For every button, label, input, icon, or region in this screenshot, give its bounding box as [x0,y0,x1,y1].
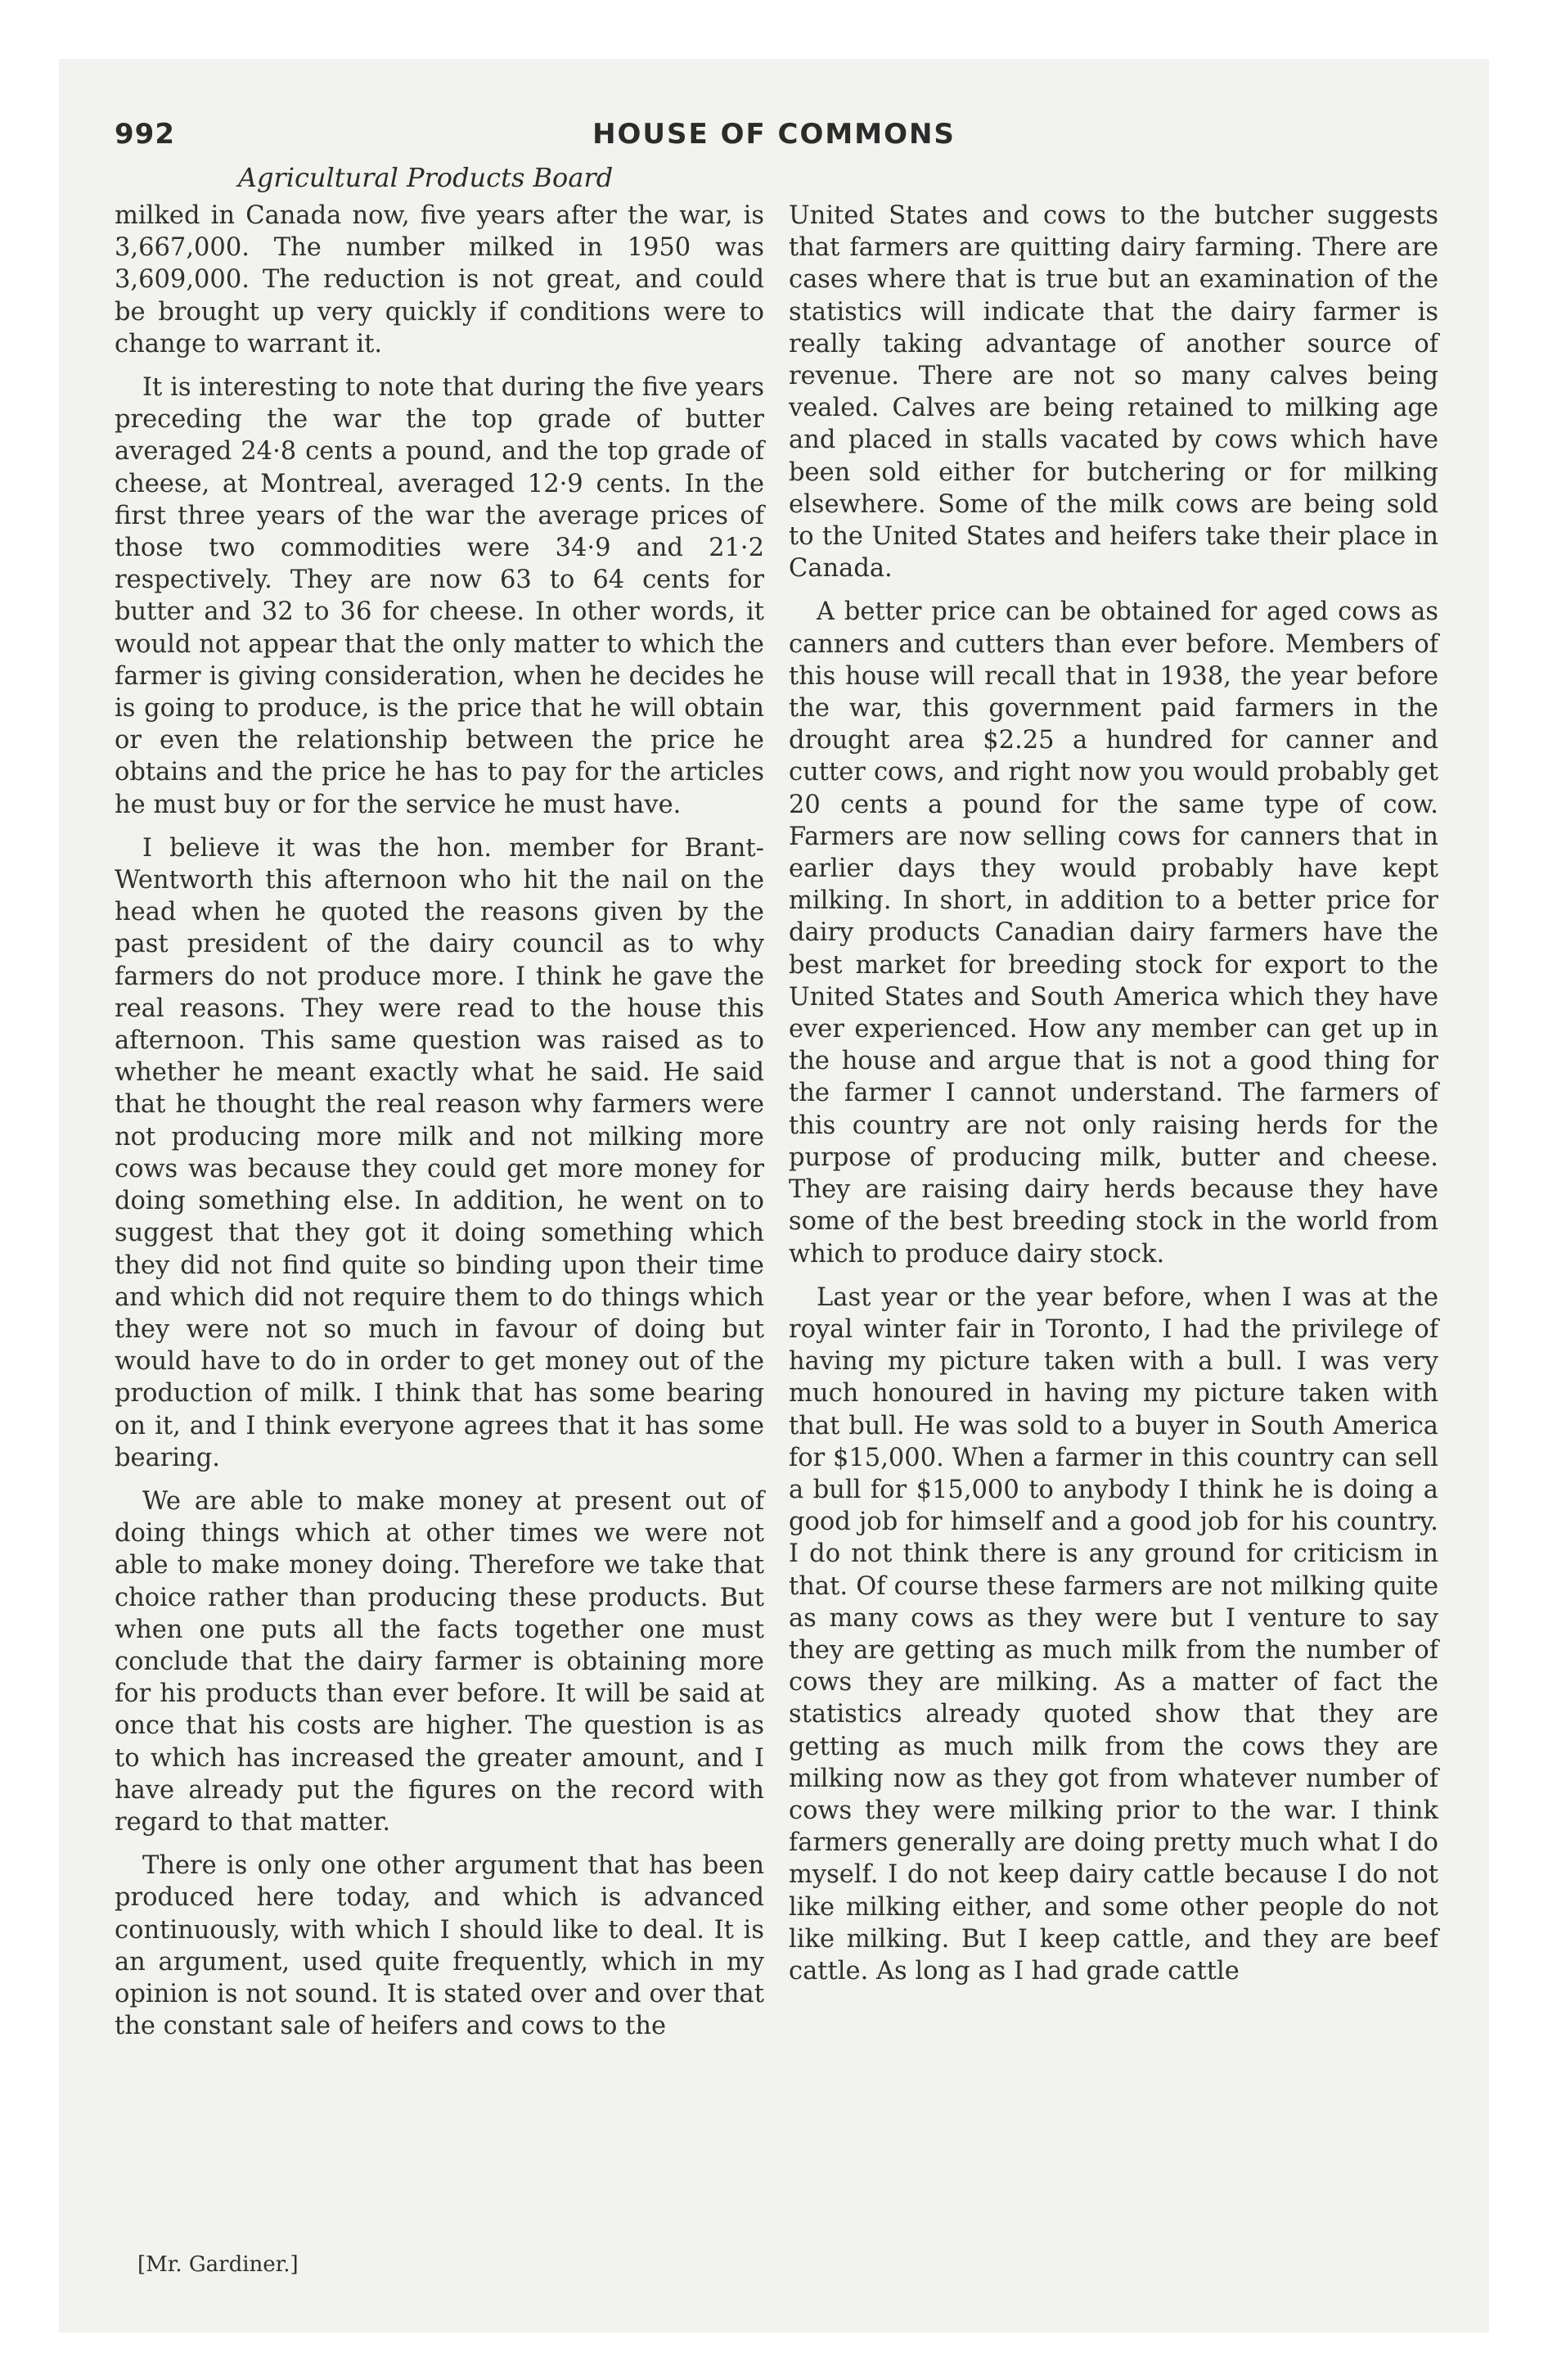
speaker-footer: [Mr. Gardiner.] [137,2252,299,2277]
left-column [115,200,764,2053]
running-head: HOUSE OF COMMONS [592,118,956,151]
page-header [115,118,1433,167]
page-number: 992 [115,118,175,151]
document-page [59,59,1489,2333]
paragraph: A better price can be obtained for aged cows as canners and cutters than ever before. Members of this house will recall that in 1938, the year before the war, this government paid farmers in the drought area $2.25 a hundred for canner and cutter cows, and right now you would probably get 20 cents a pound for the same type of cow. Farmers are now selling cows for canners that in earlier days they would probably have kept milking. In short, in addition to a better price for dairy products Canadian dairy farmers have the best market for breeding stock for export to the United States and South America which they have ever experienced. How any member can get up in the house and argue that is not a good thing for the farmer I cannot understand. The farmers of this country are not only raising herds for the purpose of producing milk, butter and cheese. They are raising dairy herds because they have some of the best breeding stock in the world from which to produce dairy stock. [789,597,1438,1269]
subject-heading: Agricultural Products Board [237,162,614,193]
paragraph: milked in Canada now, five years after the war, is 3,667,000. The number milked in 1950 was 3,609,000. The reduction is not great, and could be brought up very quickly if conditions were to change to warrant it. [115,201,764,358]
right-column [789,200,1438,1999]
paragraph: Last year or the year before, when I was at the royal winter fair in Toronto, I had the privilege of having my picture taken with a bull. I was very much honoured in having my picture taken with that bull. He was sold to a buyer in South America for $15,000. When a farmer in this country can sell a bull for $15,000 to anybody I think he is doing a good job for himself and a good job for his country. I do not think there is any ground for criticism in that. Of course these farmers are not milking quite as many cows as they were but I venture to say they are getting as much milk from the number of cows they are milking. As a matter of fact the statistics already quoted show that they are getting as much milk from the cows they are milking now as they got from whatever number of cows they were milking prior to the war. I think farmers generally are doing pretty much what I do myself. I do not keep dairy cattle because I do not like milking either, and some other people do not like milking. But I keep cattle, and they are beef cattle. As long as I had grade cattle [789,1282,1438,1986]
paragraph: We are able to make money at present out of doing things which at other times we were not able to make money doing. Therefore we take that choice rather than producing these products. But when one puts all the facts together one must conclude that the dairy farmer is obtaining more for his products than ever before. It will be said at once that his costs are higher. The question is as to which has increased the greater amount, and I have already put the figures on the record with regard to that matter. [115,1486,764,1837]
paragraph: There is only one other argument that has been produced here today, and which is advanced continuously, with which I should like to deal. It is an argument, used quite frequently, which in my opinion is not sound. It is stated over and over that the constant sale of heifers and cows to the [115,1851,764,2041]
paragraph: I believe it was the hon. member for Brant-Wentworth this afternoon who hit the nail on the head when he quoted the reasons given by the past president of the dairy council as to why farmers do not produce more. I think he gave the real reasons. They were read to the house this afternoon. This same question was raised as to whether he meant exactly what he said. He said that he thought the real reason why farmers were not producing more milk and not milking more cows was because they could get more money for doing something else. In addition, he went on to suggest that they got it doing something which they did not find quite so binding upon their time and which did not require them to do things which they were not so much in favour of doing but would have to do in order to get money out of the production of milk. I think that has some bearing on it, and I think everyone agrees that it has some bearing. [115,833,764,1472]
paragraph: It is interesting to note that during the five years preceding the war the top grade of butter averaged 24·8 cents a pound, and the top grade of cheese, at Montreal, averaged 12·9 cents. In the first three years of the war the average prices of those two commodities were 34·9 and 21·2 respectively. They are now 63 to 64 cents for butter and 32 to 36 for cheese. In other words, it would not appear that the only matter to which the farmer is giving consideration, when he decides he is going to produce, is the price that he will obtain or even the relationship between the price he obtains and the price he has to pay for the articles he must buy or for the service he must have. [115,373,764,819]
paragraph: United States and cows to the butcher suggests that farmers are quitting dairy farming. There are cases where that is true but an examination of the statistics will indicate that the dairy farmer is really taking advantage of another source of revenue. There are not so many calves being vealed. Calves are being retained to milking age and placed in stalls vacated by cows which have been sold either for butchering or for milking elsewhere. Some of the milk cows are being sold to the United States and heifers take their place in Canada. [789,201,1438,584]
